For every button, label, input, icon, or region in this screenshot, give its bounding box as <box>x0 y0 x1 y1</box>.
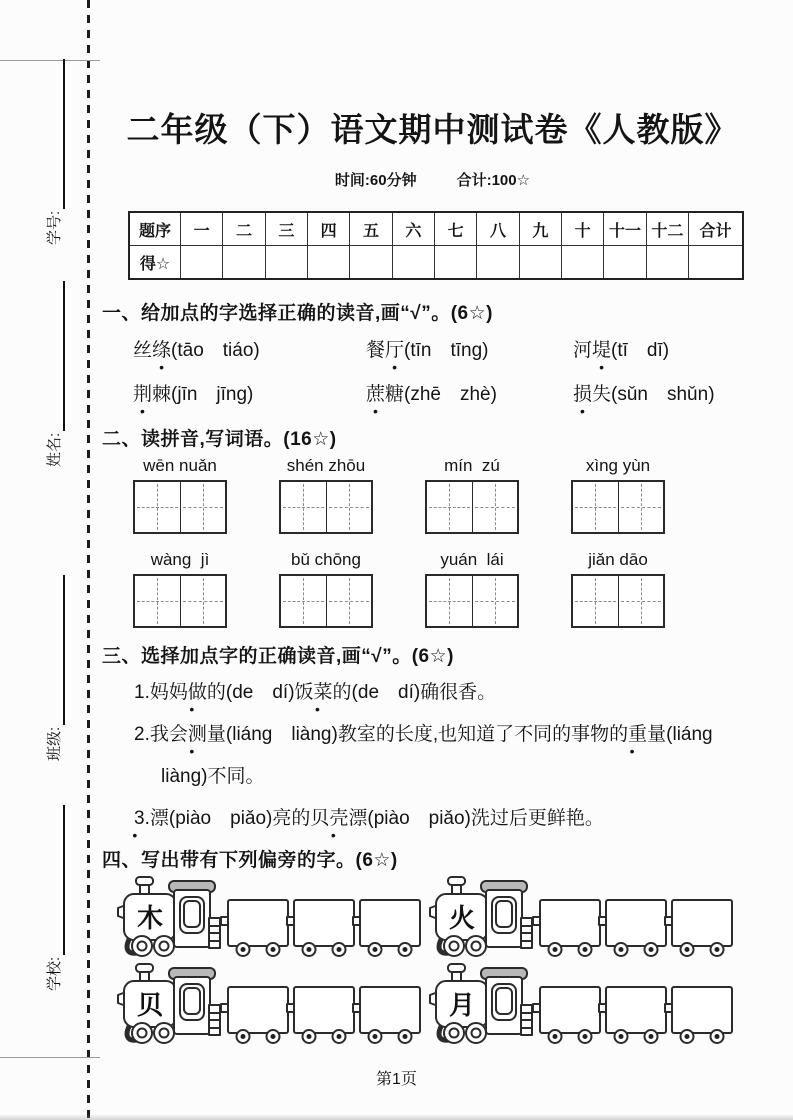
score-table-col: 四 <box>307 213 349 245</box>
margin-field-label: 学校: <box>46 956 63 991</box>
train-car-box[interactable] <box>360 987 420 1033</box>
pinyin-word-block <box>279 456 373 534</box>
score-input-cell[interactable] <box>392 245 434 278</box>
score-table-col: 十一 <box>603 213 645 245</box>
writing-cell[interactable] <box>180 576 226 626</box>
writing-grid <box>279 574 373 628</box>
sentence-text: (de dí)确很香。 <box>351 682 497 703</box>
section4-heading: 四、写出带有下列偏旁的字。(6☆) <box>102 850 398 871</box>
score-table-col: 五 <box>349 213 391 245</box>
target-word <box>133 384 171 405</box>
radical-char: 木 <box>136 903 164 933</box>
radical-train <box>428 961 734 1045</box>
scan-edge-shadow <box>0 1114 793 1120</box>
writing-grid <box>425 480 519 534</box>
dotted-char: 荆 <box>133 384 153 405</box>
sentence-text: (liáng liàng)教室的长度,也知道了不同的事物的重 <box>225 724 648 745</box>
writing-cell[interactable] <box>281 576 326 626</box>
pinyin-label: wēn nuǎn <box>143 456 217 475</box>
score-table-col: 三 <box>265 213 307 245</box>
pinyin-label: xìng yùn <box>585 456 651 475</box>
pinyin-options[interactable]: (tāo tiáo) <box>171 340 260 361</box>
radical-char: 贝 <box>136 990 164 1020</box>
sentence-text: (de dí)饭菜 <box>225 682 333 703</box>
margin-field-blank[interactable] <box>45 59 65 209</box>
train-car-box[interactable] <box>672 900 732 946</box>
sentence-text: (piào piǎo)亮的贝壳 <box>168 808 349 829</box>
dotted-char: 绦 <box>152 340 172 361</box>
margin-bottom-rule <box>0 1057 100 1058</box>
score-table-col: 十二 <box>646 213 688 245</box>
margin-field-label: 学号: <box>46 210 63 245</box>
target-word <box>366 340 404 361</box>
train-car-box[interactable] <box>294 987 354 1033</box>
margin-field-label: 姓名: <box>46 432 63 467</box>
score-table-col: 七 <box>434 213 476 245</box>
section3-heading: 三、选择加点字的正确读音,画“√”。(6☆) <box>102 646 454 667</box>
phonetic-choice-item <box>133 380 366 410</box>
pinyin-label: jiǎn dāo <box>588 550 648 569</box>
pinyin-label: wàng jì <box>150 550 210 569</box>
writing-grid <box>571 574 665 628</box>
writing-cell[interactable] <box>573 482 618 532</box>
writing-grid <box>425 574 519 628</box>
target-word <box>133 340 171 361</box>
score-input-cell[interactable] <box>519 245 561 278</box>
word-char: 餐 <box>366 340 386 361</box>
pinyin-options[interactable]: (zhē zhè) <box>404 384 497 405</box>
word-char: 棘 <box>152 384 172 405</box>
train-car-box[interactable] <box>228 900 288 946</box>
phonetic-choice-item <box>366 336 573 366</box>
pinyin-word-block <box>425 456 519 534</box>
page-number: 第1页 <box>376 1071 417 1088</box>
score-table-corner: 题序 <box>138 222 171 240</box>
word-char: 糖 <box>385 384 405 405</box>
target-word <box>366 384 404 405</box>
score-table-col: 二 <box>222 213 264 245</box>
page-title: 二年级（下）语文期中测试卷《人教版》 <box>126 111 739 148</box>
phonetic-choice-item <box>573 336 753 366</box>
writing-grid <box>279 480 373 534</box>
score-table-col: 十 <box>561 213 603 245</box>
score-input-cell[interactable] <box>349 245 391 278</box>
score-input-cell[interactable] <box>307 245 349 278</box>
pinyin-word-block <box>133 456 227 534</box>
score-table-col: 六 <box>392 213 434 245</box>
sentence-item <box>134 798 748 840</box>
section1-items <box>133 336 753 410</box>
writing-grid <box>571 480 665 534</box>
radical-char: 月 <box>448 990 476 1020</box>
train-graphic <box>428 961 734 1045</box>
score-input-cell[interactable] <box>222 245 264 278</box>
phonetic-choice-item <box>573 380 753 410</box>
item-number: 1. <box>134 682 150 703</box>
subtitle <box>100 169 765 190</box>
score-input-cell[interactable] <box>180 245 222 278</box>
pinyin-label: shén zhōu <box>286 456 366 475</box>
target-word <box>573 340 611 361</box>
score-row-label: 得☆ <box>130 245 180 278</box>
pinyin-options[interactable]: (jīn jīng) <box>171 384 254 405</box>
writing-cell[interactable] <box>472 576 518 626</box>
score-input-cell[interactable] <box>688 245 742 278</box>
word-char: 失 <box>592 384 612 405</box>
pinyin-word-block <box>571 550 665 628</box>
score-input-cell[interactable] <box>646 245 688 278</box>
dotted-char[interactable]: 量 <box>206 724 226 745</box>
train-car-box[interactable] <box>672 987 732 1033</box>
phonetic-choice-item <box>133 336 366 366</box>
pinyin-row-1 <box>133 456 665 534</box>
margin-field-1 <box>39 59 65 245</box>
writing-cell[interactable] <box>135 482 180 532</box>
sentence-text: 我会测 <box>149 724 207 745</box>
score-input-cell[interactable] <box>434 245 476 278</box>
sentence-item <box>134 672 748 714</box>
dotted-char[interactable]: 的 <box>332 682 352 703</box>
word-char: 河 <box>573 340 593 361</box>
margin-field-blank[interactable] <box>45 575 65 725</box>
dotted-char[interactable]: 的 <box>206 682 226 703</box>
writing-cell[interactable] <box>472 482 518 532</box>
pinyin-word-block <box>571 456 665 534</box>
writing-cell[interactable] <box>180 482 226 532</box>
margin-field-3 <box>39 575 65 761</box>
target-word <box>573 384 611 405</box>
score-table-col: 合计 <box>688 213 742 245</box>
pinyin-options[interactable]: (tīn tīng) <box>404 340 489 361</box>
margin-field-2 <box>39 281 65 467</box>
dotted-char: 损 <box>573 384 593 405</box>
sentence-item <box>134 714 748 798</box>
section1-heading: 一、给加点的字选择正确的读音,画“√”。(6☆) <box>102 303 493 324</box>
train-graphic <box>428 874 734 958</box>
time-label: 时间:60分钟 <box>334 172 417 189</box>
writing-cell[interactable] <box>281 482 326 532</box>
score-table-col: 九 <box>519 213 561 245</box>
margin-field-blank[interactable] <box>45 281 65 431</box>
writing-cell[interactable] <box>573 576 618 626</box>
total-label: 合计:100☆ <box>456 172 531 189</box>
score-input-cell[interactable] <box>476 245 518 278</box>
seal-dashed-line <box>87 0 90 1120</box>
dotted-char: 厅 <box>385 340 405 361</box>
writing-cell[interactable] <box>326 482 372 532</box>
item-number: 2. <box>134 724 150 745</box>
train-row-1 <box>116 874 734 958</box>
train-graphic <box>116 961 422 1045</box>
margin-field-label: 班级: <box>46 726 63 761</box>
item-number: 3. <box>134 808 150 829</box>
radical-train <box>428 874 734 958</box>
dotted-char[interactable]: 量 <box>647 724 667 745</box>
word-char: 丝 <box>133 340 153 361</box>
pinyin-row-2 <box>133 550 665 628</box>
radical-char: 火 <box>448 903 476 933</box>
dotted-char[interactable]: 漂 <box>149 808 169 829</box>
pinyin-label: mín zú <box>444 456 500 475</box>
train-car-box[interactable] <box>294 900 354 946</box>
section2-heading: 二、读拼音,写词语。(16☆) <box>102 429 337 450</box>
dotted-char: 蔗 <box>366 384 386 405</box>
dotted-char[interactable]: 漂 <box>348 808 368 829</box>
score-input-cell[interactable] <box>603 245 645 278</box>
writing-cell[interactable] <box>618 576 664 626</box>
pinyin-word-block <box>425 550 519 628</box>
train-graphic <box>116 874 422 958</box>
writing-cell[interactable] <box>326 576 372 626</box>
train-car-box[interactable] <box>540 987 600 1033</box>
phonetic-choice-item <box>366 380 573 410</box>
margin-field-4 <box>39 805 65 991</box>
sentence-text: (liáng liàng)不同。 <box>161 724 732 787</box>
pinyin-options[interactable]: (sǔn shǔn) <box>611 384 715 405</box>
sentence-text: 妈妈做 <box>149 682 207 703</box>
pinyin-label: yuán lái <box>440 550 504 569</box>
dotted-char: 堤 <box>592 340 612 361</box>
score-table <box>128 211 744 280</box>
radical-train <box>116 874 422 958</box>
pinyin-label: bǔ chōng <box>291 550 361 569</box>
pinyin-word-block <box>133 550 227 628</box>
train-row-2 <box>116 961 734 1045</box>
pinyin-word-block <box>279 550 373 628</box>
train-car-box[interactable] <box>606 900 666 946</box>
score-input-cell[interactable] <box>561 245 603 278</box>
section3-items <box>134 672 748 840</box>
writing-grid <box>133 480 227 534</box>
writing-cell[interactable] <box>135 576 180 626</box>
margin-field-blank[interactable] <box>45 805 65 955</box>
score-table-col: 一 <box>180 213 222 245</box>
train-car-box[interactable] <box>606 987 666 1033</box>
train-car-box[interactable] <box>540 900 600 946</box>
radical-train <box>116 961 422 1045</box>
pinyin-options[interactable]: (tī dī) <box>611 340 670 361</box>
sentence-text: (piào piǎo)洗过后更鲜艳。 <box>367 808 604 829</box>
writing-cell[interactable] <box>427 482 472 532</box>
writing-grid <box>133 574 227 628</box>
score-table-col: 八 <box>476 213 518 245</box>
train-car-box[interactable] <box>360 900 420 946</box>
writing-cell[interactable] <box>618 482 664 532</box>
train-car-box[interactable] <box>228 987 288 1033</box>
writing-cell[interactable] <box>427 576 472 626</box>
score-input-cell[interactable] <box>265 245 307 278</box>
